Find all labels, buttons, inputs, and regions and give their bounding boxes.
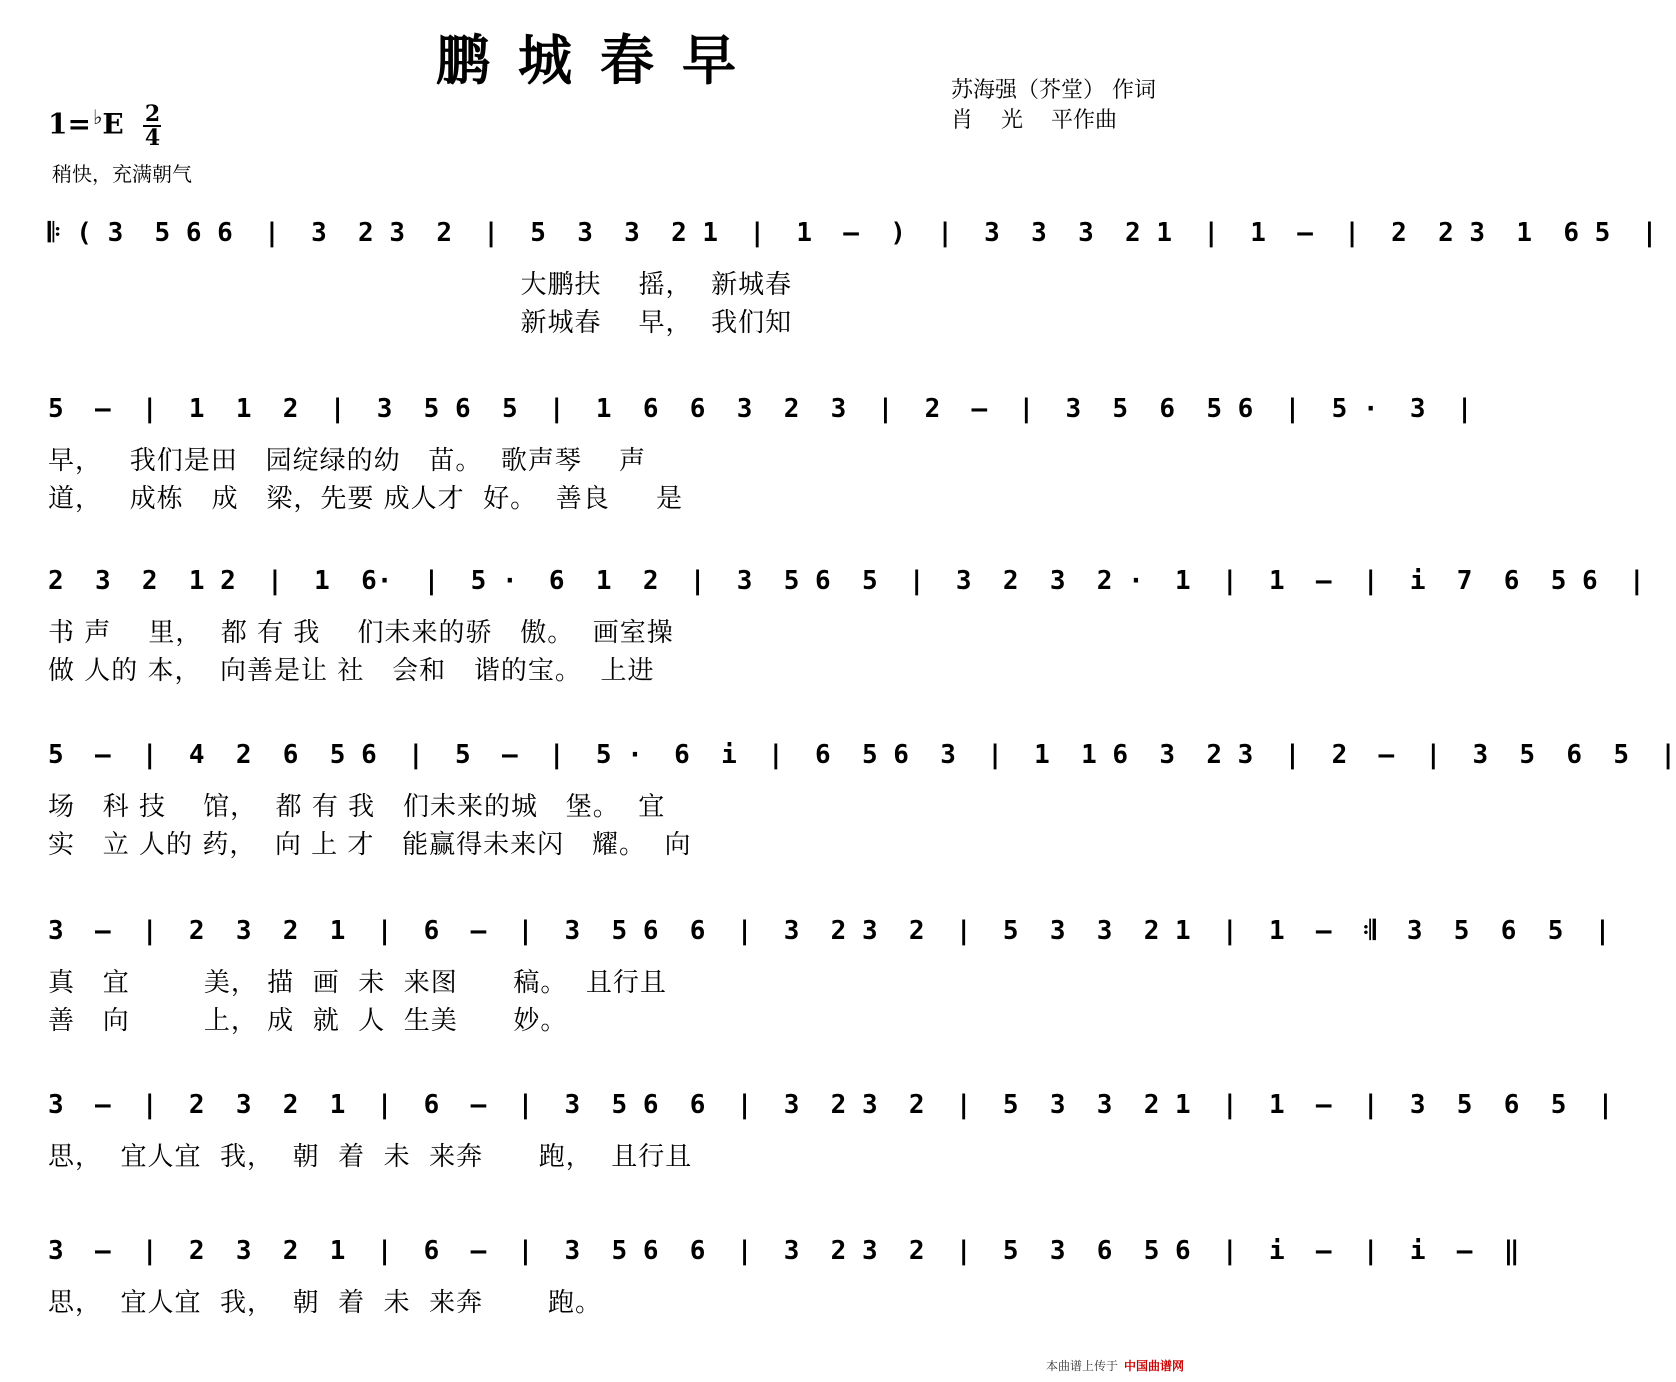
composer-credit: 肖 光 平作曲: [951, 108, 1117, 133]
score-row: [48, 906, 1611, 1036]
score-row: [48, 384, 1473, 514]
lyric-verse-1: 早， 我们是田 园绽绿的幼 苗。 歌声琴 声: [48, 446, 646, 476]
page-title: 鹏城春早: [436, 28, 764, 92]
key-prefix: 1=: [48, 107, 91, 141]
lyric-verse-2: 实 立 人的 药， 向 上 才 能赢得未来闪 耀。 向: [48, 830, 692, 860]
lyric-verse-1: 真 宜 美， 描 画 未 来图 稿。 且行且: [48, 968, 667, 998]
footer: [1046, 1357, 1184, 1374]
footer-text: 本曲谱上传于: [1045, 1359, 1118, 1373]
score-row: [48, 208, 1658, 338]
lyric-verse-2: 新城春 早， 我们知: [48, 308, 793, 338]
time-bottom: 4: [144, 125, 161, 151]
lyric-verse-1: 书 声 里， 都 有 我 们未来的骄 傲。 画室操: [48, 618, 674, 648]
notation-line: 2 3 2 1 2 | 1 6· | 5 · 6 1 2 | 3 5 6 5 | 3 2 3 2 · 1 | 1 – | i 7 6 5 6 |: [48, 566, 1645, 596]
lyric-verse-2: 道， 成栋 成 梁，先要 成人才 好。 善良 是: [48, 484, 684, 514]
notation-line: 𝄆 ( 3 5 6 6 | 3 2 3 2 | 5 3 3 2 1 | 1 – ) | 3 3 3 2 1 | 1 – | 2 2 3 1 6 5 |: [48, 218, 1658, 248]
notation-line: 5 – | 1 1 2 | 3 5 6 5 | 1 6 6 3 2 3 | 2 – | 3 5 6 5 6 | 5 · 3 |: [48, 394, 1473, 424]
lyric-verse-2: 做 人的 本， 向善是让 社 会和 谐的宝。 上进: [48, 656, 655, 686]
key-note: E: [102, 107, 124, 141]
lyric-verse-2: 善 向 上， 成 就 人 生美 妙。: [48, 1006, 568, 1036]
time-top: 2: [144, 101, 161, 127]
credits: [951, 76, 1156, 136]
lyric-verse-1: 场 科 技 馆， 都 有 我 们未来的城 堡。 宜: [48, 792, 666, 822]
notation-line: 3 – | 2 3 2 1 | 6 – | 3 5 6 6 | 3 2 3 2 | 5 3 3 2 1 | 1 – | 3 5 6 5 |: [48, 1090, 1614, 1120]
lyricist-credit: 苏海强（芥堂） 作词: [951, 78, 1156, 103]
time-signature: [143, 101, 161, 151]
score-row: [48, 1080, 1614, 1172]
site-logo[interactable]: 中国曲谱网: [1123, 1359, 1184, 1373]
notation-line: 3 – | 2 3 2 1 | 6 – | 3 5 6 6 | 3 2 3 2 | 5 3 3 2 1 | 1 – 𝄇 3 5 6 5 |: [48, 916, 1611, 946]
lyric-verse-1: 大鹏扶 摇， 新城春: [48, 270, 793, 300]
notation-line: 3 – | 2 3 2 1 | 6 – | 3 5 6 6 | 3 2 3 2 | 5 3 6 5 6 | i – | i – ‖: [48, 1236, 1520, 1266]
score-row: [48, 556, 1645, 686]
lyric-verse-1: 思， 宜人宜 我， 朝 着 未 来奔 跑。: [48, 1288, 603, 1318]
notation-line: 5 – | 4 2 6 5 6 | 5 – | 5 · 6 i | 6 5 6 3 | 1 1 6 3 2 3 | 2 – | 3 5 6 5 |: [48, 740, 1676, 770]
flat-symbol: ♭: [92, 104, 103, 129]
tempo-marking: 稍快，充满朝气: [52, 162, 192, 186]
score-row: [48, 730, 1676, 860]
key-signature: [48, 101, 161, 151]
score-row: [48, 1226, 1520, 1318]
lyric-verse-1: 思， 宜人宜 我， 朝 着 未 来奔 跑， 且行且: [48, 1142, 693, 1172]
